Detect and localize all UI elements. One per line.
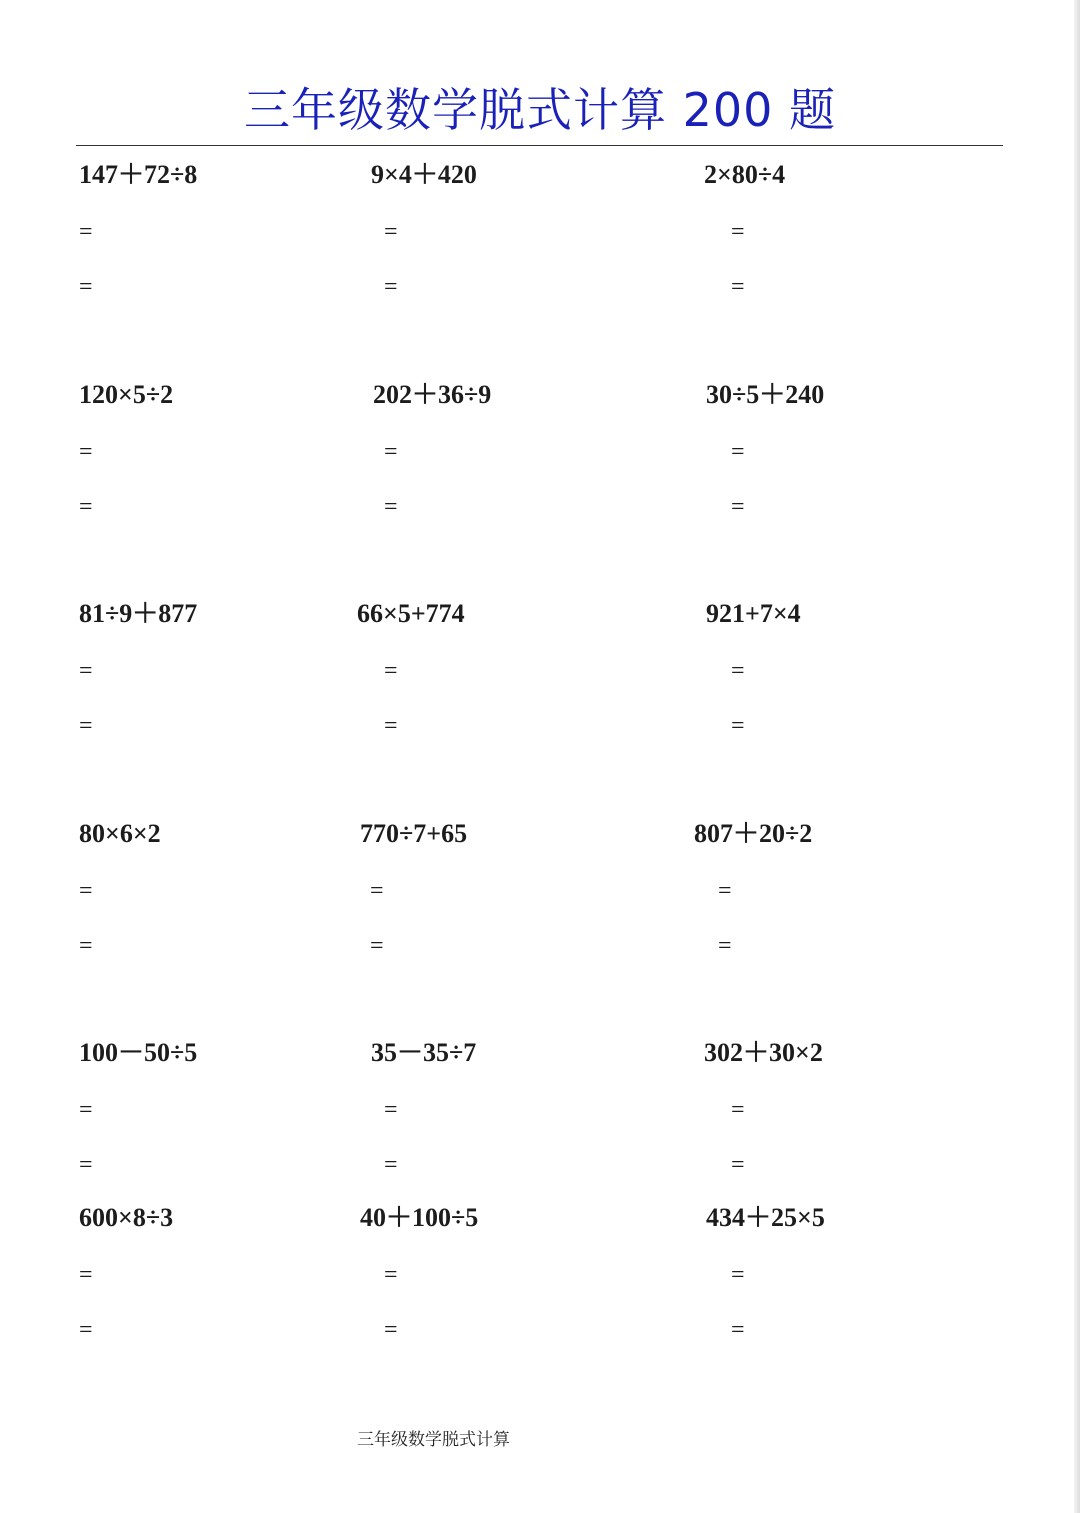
equals-sign: =: [384, 439, 398, 465]
page-title: 三年级数学脱式计算 200 题: [243, 83, 837, 137]
equals-sign: =: [370, 878, 384, 904]
problem-expression: 66×5+774: [357, 599, 465, 628]
problem-expression: 770÷7+65: [360, 819, 468, 848]
equals-sign: =: [731, 1262, 745, 1288]
equals-sign: =: [79, 219, 93, 245]
equals-sign: =: [384, 494, 398, 520]
problem-expression: 434＋25×5: [706, 1203, 825, 1232]
equals-sign: =: [731, 1152, 745, 1178]
problem-expression: 81÷9＋877: [79, 599, 198, 628]
equals-sign: =: [731, 439, 745, 465]
problem-expression: 202＋36÷9: [373, 380, 492, 409]
problem-expression: 120×5÷2: [79, 380, 174, 409]
equals-sign: =: [384, 1317, 398, 1343]
equals-sign: =: [79, 878, 93, 904]
title-divider: [76, 145, 1003, 146]
equals-sign: =: [731, 1097, 745, 1123]
problem-expression: 100－50÷5: [79, 1038, 198, 1067]
equals-sign: =: [731, 274, 745, 300]
equals-sign: =: [731, 494, 745, 520]
equals-sign: =: [718, 933, 732, 959]
equals-sign: =: [384, 713, 398, 739]
equals-sign: =: [370, 933, 384, 959]
problem-expression: 40＋100÷5: [360, 1203, 479, 1232]
problem-expression: 2×80÷4: [704, 160, 786, 189]
equals-sign: =: [79, 933, 93, 959]
equals-sign: =: [79, 1152, 93, 1178]
problem-expression: 35－35÷7: [371, 1038, 477, 1067]
equals-sign: =: [79, 274, 93, 300]
problem-expression: 921+7×4: [706, 599, 801, 628]
equals-sign: =: [731, 219, 745, 245]
equals-sign: =: [79, 1262, 93, 1288]
page-footer: 三年级数学脱式计算: [357, 1430, 510, 1450]
problem-expression: 807＋20÷2: [694, 819, 813, 848]
equals-sign: =: [384, 658, 398, 684]
problem-expression: 80×6×2: [79, 819, 161, 848]
equals-sign: =: [79, 494, 93, 520]
equals-sign: =: [79, 1317, 93, 1343]
equals-sign: =: [79, 713, 93, 739]
equals-sign: =: [384, 1152, 398, 1178]
problem-expression: 600×8÷3: [79, 1203, 174, 1232]
problem-expression: 302＋30×2: [704, 1038, 823, 1067]
problem-expression: 147＋72÷8: [79, 160, 198, 189]
equals-sign: =: [718, 878, 732, 904]
problem-expression: 30÷5＋240: [706, 380, 825, 409]
equals-sign: =: [79, 1097, 93, 1123]
problem-expression: 9×4＋420: [371, 160, 477, 189]
equals-sign: =: [731, 1317, 745, 1343]
equals-sign: =: [384, 1262, 398, 1288]
equals-sign: =: [731, 658, 745, 684]
equals-sign: =: [384, 274, 398, 300]
page-edge: [1074, 0, 1080, 1513]
equals-sign: =: [731, 713, 745, 739]
equals-sign: =: [384, 219, 398, 245]
equals-sign: =: [384, 1097, 398, 1123]
equals-sign: =: [79, 658, 93, 684]
equals-sign: =: [79, 439, 93, 465]
